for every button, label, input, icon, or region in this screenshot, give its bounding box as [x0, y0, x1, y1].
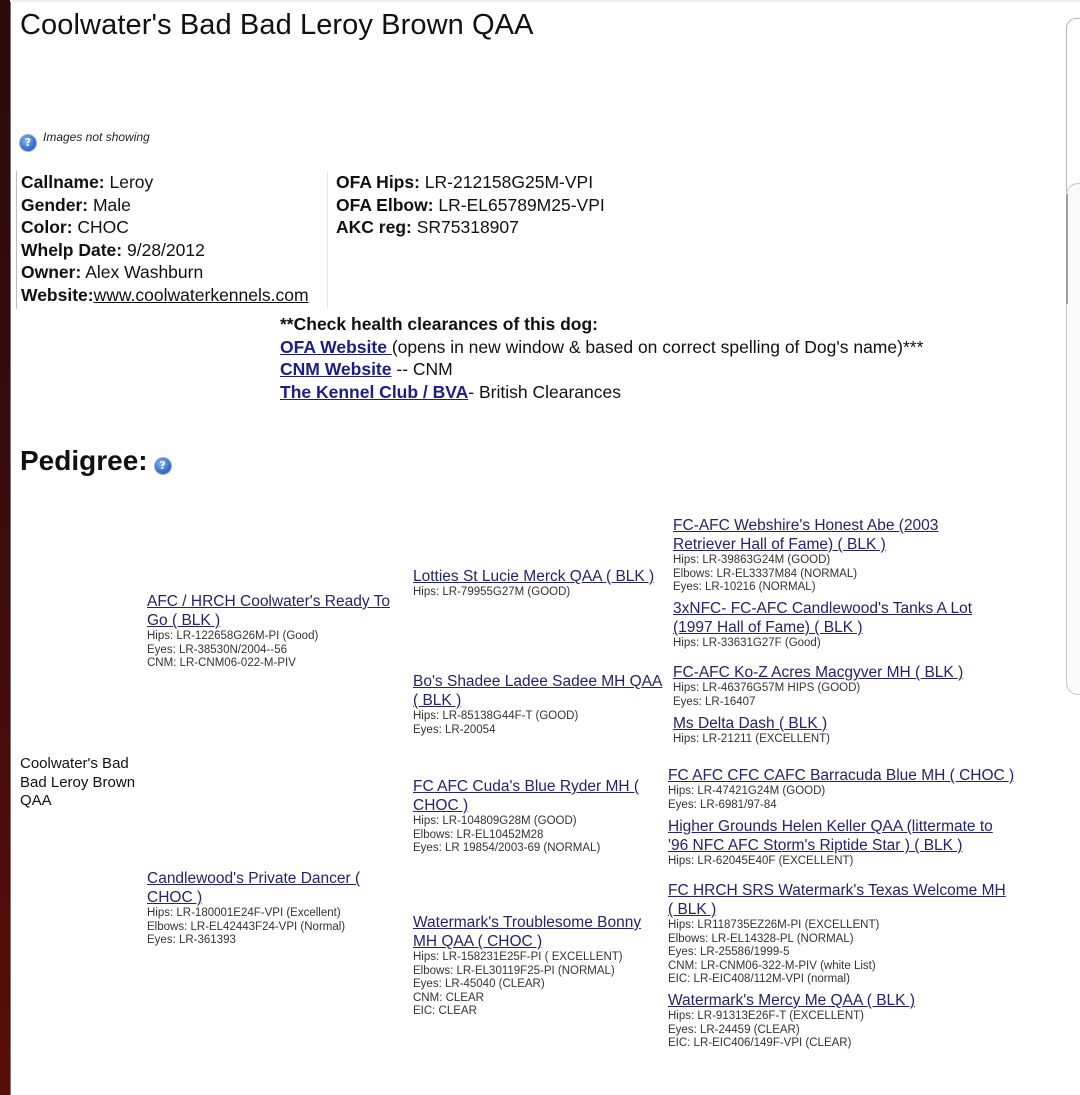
clearance: Hips: LR-39863G24M (GOOD)	[673, 554, 831, 566]
clearance: Elbows: LR-EL14328-PL (NORMAL)	[668, 932, 854, 945]
gender-row	[21, 194, 327, 217]
dog-link[interactable]: FC-AFC Ko-Z Acres Macgyver MH ( BLK )	[673, 664, 964, 681]
akc-reg-value: SR75318907	[411, 217, 519, 237]
pedigree-dam	[147, 869, 379, 948]
website-row	[21, 284, 327, 307]
kennel-club-row	[280, 381, 923, 404]
ofa-website-link[interactable]: OFA Website	[280, 336, 392, 357]
ofa-elbow-value: LR-EL65789M25-VPI	[433, 194, 605, 215]
clearance: CNM: CLEAR	[413, 991, 484, 1004]
clearance: Hips: LR-21211 (EXCELLENT)	[673, 733, 831, 745]
whelp-date-value: 9/28/2012	[122, 239, 205, 260]
health-clearances-section	[280, 313, 923, 403]
pedigree-gen3-2	[673, 599, 983, 651]
whelp-date-row	[21, 239, 327, 262]
images-not-showing-note[interactable]	[19, 130, 150, 152]
ofa-elbow-label: OFA Elbow:	[336, 194, 434, 215]
kennel-club-link[interactable]: The Kennel Club / BVA	[280, 381, 469, 402]
dog-link[interactable]: Watermark's Mercy Me QAA ( BLK )	[668, 992, 915, 1009]
top-divider	[10, 0, 1080, 2]
cnm-row	[280, 358, 923, 381]
color-value: CHOC	[72, 217, 129, 237]
clearance: Hips: LR-122658G26M-PI (Good)	[147, 630, 319, 642]
akc-reg-row	[336, 216, 605, 239]
owner-row	[21, 261, 327, 284]
question-icon[interactable]: ?	[154, 457, 172, 475]
clearance: Elbows: LR-EL30119F25-PI (NORMAL)	[413, 964, 615, 977]
gender-label: Gender:	[21, 194, 89, 215]
pedigree-gen3-8	[668, 991, 1013, 1051]
dog-link[interactable]: FC AFC CFC CAFC Barracuda Blue MH ( CHOC )	[668, 767, 1015, 784]
ofa-elbow-row	[336, 194, 605, 217]
pedigree-title: Pedigree:	[20, 445, 148, 476]
clearance: Eyes: LR-361393	[147, 934, 236, 947]
clearance: Hips: LR-180001E24F-VPI (Excellent)	[147, 907, 341, 919]
clearance: Hips: LR-46376G57M HIPS (GOOD)	[673, 682, 861, 694]
clearance: Hips: LR-79955G27M (GOOD)	[413, 586, 571, 598]
cnm-note: -- CNM	[391, 359, 453, 379]
ofa-hips-label: OFA Hips:	[336, 172, 420, 192]
dog-link[interactable]: Candlewood's Private Dancer ( CHOC )	[147, 870, 361, 906]
page-title: Coolwater's Bad Bad Leroy Brown QAA	[20, 9, 534, 41]
clearance: Elbows: LR-EL3337M84 (NORMAL)	[673, 567, 858, 580]
whelp-date-label: Whelp Date:	[21, 239, 123, 260]
clearance: Eyes: LR-16407	[673, 695, 756, 708]
clearance: Hips: LR-104809G28M (GOOD)	[413, 815, 577, 827]
dog-link[interactable]: FC HRCH SRS Watermark's Texas Welcome MH ( BLK )	[668, 882, 1006, 918]
clearance: Eyes: LR-45040 (CLEAR)	[413, 978, 545, 991]
callname-row	[21, 171, 327, 194]
clearance: Eyes: LR-10216 (NORMAL)	[673, 581, 816, 594]
pedigree-gen3-3	[673, 663, 1003, 709]
dog-link[interactable]: Ms Delta Dash ( BLK )	[673, 715, 828, 732]
cnm-website-link[interactable]: CNM Website	[280, 359, 392, 379]
clearance: Eyes: LR 19854/2003-69 (NORMAL)	[413, 842, 601, 855]
dog-link[interactable]: FC-AFC Webshire's Honest Abe (2003 Retriever Hall of Fame) ( BLK )	[673, 517, 939, 553]
dog-link[interactable]: Lotties St Lucie Merck QAA ( BLK )	[413, 568, 655, 585]
clearance: Eyes: LR-38530N/2004--56	[147, 643, 287, 656]
owner-label: Owner:	[21, 262, 82, 282]
akc-reg-label: AKC reg:	[336, 217, 412, 237]
ofa-row	[280, 336, 923, 359]
clearance: Elbows: LR-EL10452M28	[413, 828, 544, 841]
pedigree-gen3-4	[673, 714, 1003, 747]
dog-info-panel	[16, 171, 328, 309]
pedigree-sire-dam	[413, 672, 665, 737]
pedigree-dam-dam	[413, 913, 658, 1019]
dog-link[interactable]: Higher Grounds Helen Keller QAA (littermate to '96 NFC AFC Storm's Riptide Star ) ( BLK )	[668, 818, 993, 854]
pedigree-gen3-5	[668, 766, 1018, 812]
dog-link[interactable]: FC AFC Cuda's Blue Ryder MH ( CHOC )	[413, 778, 640, 814]
clearance: Hips: LR-158231E25F-PI ( EXCELLENT)	[413, 951, 623, 963]
clearance: Hips: LR-62045E40F (EXCELLENT)	[668, 855, 854, 867]
gender-value: Male	[88, 194, 131, 215]
dog-link[interactable]: Watermark's Troublesome Bonny MH QAA ( CHOC )	[413, 914, 642, 950]
pedigree-sire-sire	[413, 567, 665, 600]
website-link[interactable]: www.coolwaterkennels.com	[93, 284, 309, 305]
clearance: Elbows: LR-EL42443F24-VPI (Normal)	[147, 920, 346, 933]
dog-link[interactable]: AFC / HRCH Coolwater's Ready To Go ( BLK )	[147, 593, 390, 629]
clearance: Hips: LR-33631G27F (Good)	[673, 637, 821, 649]
clearance: CNM: LR-CNM06-322-M-PIV (white List)	[668, 959, 876, 972]
ofa-hips-row	[336, 171, 605, 194]
owner-value: Alex Washburn	[81, 262, 204, 282]
clearance: Eyes: LR-24459 (CLEAR)	[668, 1023, 800, 1036]
clearance: Eyes: LR-6981/97-84	[668, 798, 777, 811]
callname-value: Leroy	[104, 172, 154, 192]
health-heading: **Check health clearances of this dog:	[280, 314, 599, 334]
pedigree-sire	[147, 592, 399, 671]
clearance: EIC: LR-EIC406/149F-VPI (CLEAR)	[668, 1037, 852, 1050]
pedigree-gen3-1	[673, 516, 973, 595]
ofa-note: (opens in new window & based on correct spelling of Dog's name)***	[391, 336, 924, 357]
images-not-showing-text: Images not showing	[43, 130, 150, 144]
dog-registration-panel	[336, 171, 605, 239]
pedigree-subject: Coolwater's Bad Bad Leroy Brown QAA	[20, 755, 136, 809]
color-label: Color:	[21, 217, 73, 237]
color-row	[21, 216, 327, 239]
pedigree-gen3-6	[668, 817, 1013, 869]
dog-link[interactable]: Bo's Shadee Ladee Sadee MH QAA ( BLK )	[413, 673, 663, 709]
dog-link[interactable]: 3xNFC- FC-AFC Candlewood's Tanks A Lot (1997 Hall of Fame) ( BLK )	[673, 600, 973, 636]
website-label: Website:	[21, 284, 94, 305]
ofa-hips-value: LR-212158G25M-VPI	[419, 172, 594, 192]
clearance: Eyes: LR-20054	[413, 723, 496, 736]
clearance: EIC: LR-EIC408/112M-VPI (normal)	[668, 973, 850, 986]
clearance: EIC: CLEAR	[413, 1005, 477, 1018]
clearance: Hips: LR118735EZ26M-PI (EXCELLENT)	[668, 919, 880, 931]
callname-label: Callname:	[21, 172, 105, 192]
window-left-edge	[0, 0, 10, 1095]
pedigree-dam-sire	[413, 777, 653, 856]
kennel-club-note: - British Clearances	[468, 381, 621, 402]
clearance: Hips: LR-85138G44F-T (GOOD)	[413, 710, 579, 722]
side-panel-tab[interactable]	[1066, 183, 1080, 695]
pedigree-heading	[20, 445, 172, 477]
clearance: Hips: LR-91313E26F-T (EXCELLENT)	[668, 1010, 864, 1022]
clearance: CNM: LR-CNM06-022-M-PIV	[147, 657, 296, 670]
clearance: Hips: LR-47421G24M (GOOD)	[668, 785, 826, 797]
pedigree-gen3-7	[668, 881, 1013, 987]
clearance: Eyes: LR-25586/1999-5	[668, 946, 790, 959]
question-icon[interactable]: ?	[19, 134, 37, 152]
